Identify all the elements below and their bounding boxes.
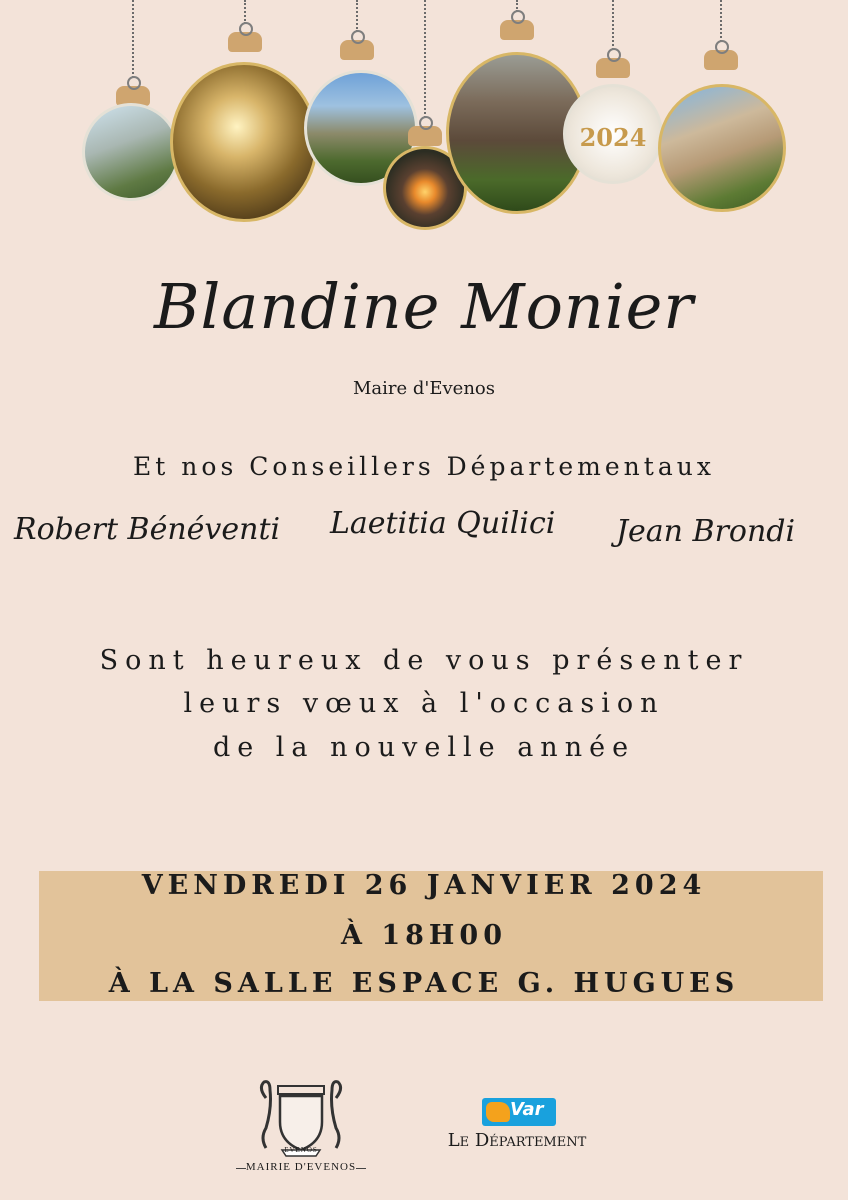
ornament-cap — [408, 126, 442, 146]
ornament-photo-rocks — [82, 103, 180, 201]
page-subtitle: Maire d'Evenos — [353, 378, 495, 399]
page-title: Blandine Monier — [153, 270, 695, 343]
event-time: À 18H00 — [340, 920, 507, 951]
var-badge — [482, 1098, 556, 1126]
ornament-string — [424, 0, 426, 118]
event-date: VENDREDI 26 JANVIER 2024 — [141, 870, 707, 901]
council-name: Laetitia Quilici — [330, 506, 556, 541]
department-label: Le Département — [447, 1130, 587, 1151]
ornament-string — [720, 0, 722, 42]
mairie-logo — [236, 1078, 366, 1178]
ornament-year-label: 2024 — [579, 123, 647, 152]
greeting-line: leurs vœux à l'occasion — [183, 688, 665, 719]
ornament-photo-fireworks — [170, 62, 318, 222]
council-name: Robert Bénéventi — [14, 512, 281, 547]
greeting-line: de la nouvelle année — [212, 732, 636, 763]
var-map-icon — [486, 1102, 510, 1122]
ornament-string — [612, 0, 614, 50]
mairie-divider-right — [356, 1168, 366, 1169]
ornament-string — [132, 0, 134, 78]
var-department-logo — [432, 1098, 602, 1158]
ornament-cap — [704, 50, 738, 70]
council-heading: Et nos Conseillers Départementaux — [133, 452, 715, 481]
var-label: Var — [510, 1099, 544, 1120]
ornament-string — [244, 0, 246, 24]
event-place: À LA SALLE ESPACE G. HUGUES — [108, 968, 740, 999]
ornament-year — [563, 84, 663, 184]
ornament-cap — [228, 32, 262, 52]
ornament-cap — [596, 58, 630, 78]
mairie-banner: EVENOS — [284, 1146, 318, 1154]
mairie-label: MAIRIE D'EVENOS — [245, 1161, 357, 1173]
council-name: Jean Brondi — [616, 514, 796, 549]
greeting-line: Sont heureux de vous présenter — [99, 645, 749, 676]
ornament-cap — [500, 20, 534, 40]
ornament-string — [356, 0, 358, 32]
ornament-photo-cliffs — [658, 84, 786, 212]
ornament-cap — [340, 40, 374, 60]
